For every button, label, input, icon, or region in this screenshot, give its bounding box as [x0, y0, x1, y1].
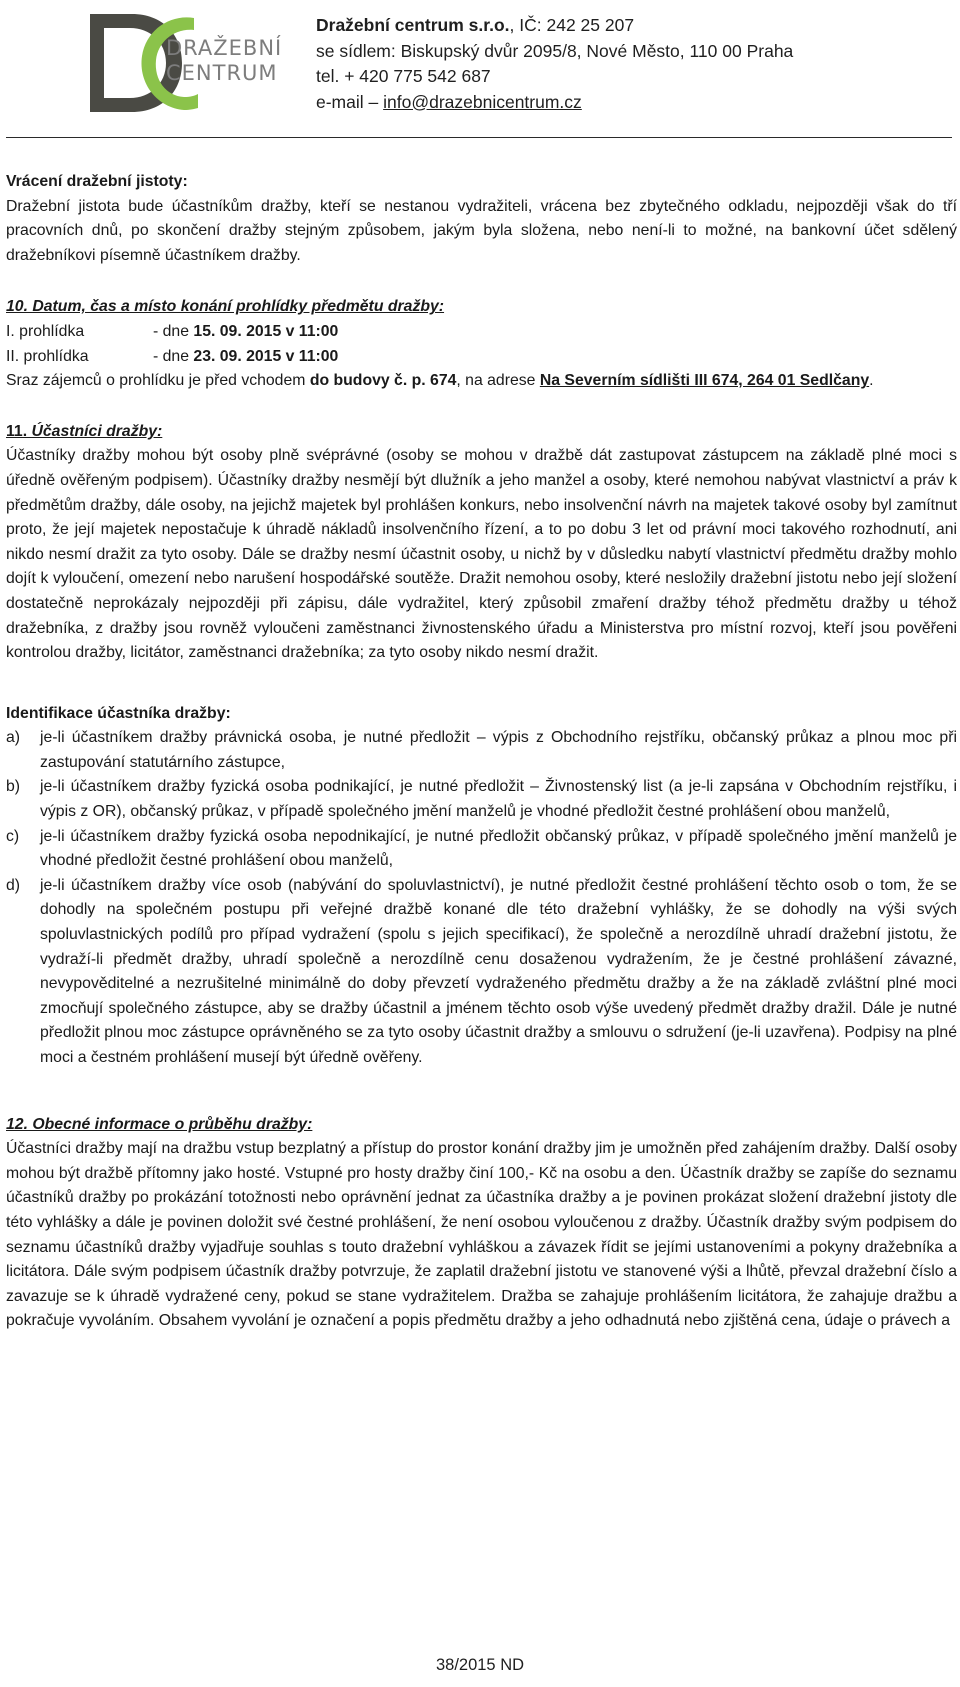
spacer	[6, 394, 957, 420]
refund-heading: Vrácení dražební jistoty:	[6, 173, 188, 190]
spacer	[6, 268, 957, 295]
visit-prefix: - dne	[153, 347, 194, 365]
logo-wordmark	[166, 36, 282, 86]
visit-label: I. prohlídka	[6, 322, 85, 340]
section-12-text: Účastníci dražby mají na dražbu vstup bezplatný a přístup do prostor konání dražby jim je umožněn před zahájením dražby. Další osoby mohou být dražbě přítomny jako hosté. Vstupné pro hosty dražby činí 100,- Kč na osobu a den. Účastník dražby se zapíše do seznamu účastníků dražby po prokázání totožnosti nebo oprávnění jednat za účastníka dražby a je povinen prokázat složení dražební jistoty dle této vyhlášky a dále je povinen doložit své čestné prohlášení, že není osobou vyloučenou z dražby. Účastník dražby svým podpisem do seznamu účastníků dražby vyjadřuje souhlas s touto dražební vyhláškou a závazek řídit se jejími ustanoveními a pokyny dražebníka a licitátora. Dále svým podpisem účastník dražby potvrzuje, že zaplatil dražební jistotu ve stanovené výši a lhůtě, převzal dražební číslo a zavazuje se k úhradě vydražené ceny, pokud se stane vydražitelem. Dražba se zahajuje prohlášením licitátora, že zahajuje dražbu a pokračuje vyvoláním. Obsahem vyvolání je označení a popis předmětu dražby a jeho odhadnutá nebo zjištěná cena, údaje o právech a	[6, 1140, 957, 1330]
spacer	[6, 1071, 957, 1113]
list-item	[6, 775, 957, 824]
section-11-text: Účastníky dražby mohou být osoby plně svéprávné (osoby se mohou v dražbě dát zastupovat zástupcem na základě plné moci s úředně ověřeným podpisem). Účastníky dražby nesmějí být dlužník a jeho manžel a osoby, které nemohou nabývat vlastnictví a práv k předmětům dražby, dále osoby, na jejichž majetek byl prohlášen konkurs, nebo insolvenční návrh na majetek takové osoby byl zamítnut proto, že její majetek nepostačuje k úhradě nákladů insolvenčního řízení, a to po dobu 3 let od právní moci takového rozhodnutí, ani nikdo nesmí dražit za tyto osoby. Dále se dražby nesmí účastnit osoby, u nichž by v důsledku nabytí vlastnictví předmětu dražby mohlo dojít k vyloučení, omezení nebo narušení hospodářské soutěže. Dražit nemohou osoby, které nesložily dražební jistotu nebo její složení dostatečně neprokázaly nejpozději při zápisu, dále vydražitel, který způsobil zmaření dražby téhož předmětu dražby u téhož dražebníka, z dražby jsou rovněž vyloučeni zaměstnanci živnostenského úřadu a Ministerstva pro místní rozvoj, kteří jsou pověřeni kontrolou dražby, licitátor, zaměstnanci dražebníka; za tyto osoby nikdo nesmí dražit.	[6, 447, 957, 662]
meet-end: .	[869, 372, 874, 390]
identification-heading: Identifikace účastníka dražby:	[6, 704, 231, 722]
logo-line-2: CENTRUM	[166, 61, 278, 85]
company-name: Dražební centrum s.r.o.	[316, 15, 510, 35]
visit-prefix: - dne	[153, 322, 194, 340]
visit-date: 15. 09. 2015 v 11:00	[193, 322, 339, 340]
company-address: se sídlem: Biskupský dvůr 2095/8, Nové Město, 110 00 Praha	[316, 40, 794, 61]
meet-mid: , na adrese	[456, 372, 540, 390]
section-10-heading: 10. Datum, čas a místo konání prohlídky předmětu dražby:	[6, 298, 445, 316]
section-11-heading: Účastníci dražby:	[31, 422, 163, 440]
list-text: je-li účastníkem dražby fyzická osoba nepodnikající, je nutné předložit občanský průkaz, v případě společného jmění manželů je vhodné předložit čestné prohlášení obou manželů,	[40, 827, 957, 870]
logo-line-1: DRAŽEBNÍ	[166, 36, 283, 60]
visit-label: II. prohlídka	[6, 347, 89, 365]
company-ico: , IČ: 242 25 207	[509, 15, 635, 35]
list-item	[6, 726, 957, 775]
visit-row	[6, 345, 957, 370]
section-12-heading: 12. Obecné informace o průběhu dražby:	[6, 1115, 313, 1133]
list-text: je-li účastníkem dražby právnická osoba, je nutné předložit – výpis z Obchodního rejstříku, občanský průkaz a plnou moc při zastupování statutárního zástupce,	[40, 729, 957, 771]
list-text: je-li účastníkem dražby více osob (nabývání do spoluvlastnictví), je nutné předložit čestné prohlášení těchto osob o tom, že se dohodly na společném postupu při veřejné dražbě konané dle této dražební vyhlášky, že se dohodly na výši svých spoluvlastnických podílů pro případ vydražení (spolu s jejich specifikací), že společně a nerozdílně uhradí dražební jistotu, že vydraží-li předmět dražby, uhradí společně a nerozdílně cenu dosaženou vydražením, že je čestné prohlášení závazné, nevypověditelné a nezrušitelné minimálně do doby převzetí vydraženého předmětu dražby a že na základě zvláštní plné moci zmocňují společného zástupce, aby se dražby účastnil a jménem těchto osob výše uvedený předmět dražby dražil. Dále je nutné předložit plnou moc zástupce oprávněného se za tyto osoby účastnit dražby a smlouvu o sdružení (je-li uzavřena). Podpisy na plné moci a čestném prohlášení musejí být úředně ověřeny.	[40, 876, 957, 1066]
identification-list	[6, 726, 957, 1070]
section-11-number: 11.	[6, 422, 32, 440]
spacer	[6, 666, 957, 702]
document-body	[6, 170, 957, 1334]
meet-building: do budovy č. p. 674	[309, 372, 457, 390]
list-marker: d)	[6, 876, 21, 894]
header-divider	[6, 137, 952, 138]
meeting-point	[6, 369, 957, 394]
email-label: e-mail –	[316, 91, 384, 112]
list-item	[6, 825, 957, 874]
page-footer-reference: 38/2015 ND	[435, 1656, 525, 1674]
visit-date: 23. 09. 2015 v 11:00	[193, 347, 339, 365]
refund-text: Dražební jistota bude účastníkům dražby, kteří se nestanou vydražiteli, vrácena bez zbytečného odkladu, nejpozději však do tří pracovních dnů, po skončení dražby stejným způsobem, jakým byla složena, nebo není-li to možné, na bankovní účet sdělený dražebníkovi písemně účastníkem dražby.	[6, 197, 957, 264]
meet-address: Na Severním sídlišti III 674, 264 01 Sedlčany	[539, 372, 870, 390]
meet-prefix: Sraz zájemců o prohlídku je před vchodem	[6, 372, 310, 390]
company-info	[316, 13, 793, 115]
email-link[interactable]: info@drazebnicentrum.cz	[383, 91, 582, 112]
list-marker: a)	[6, 729, 21, 747]
list-marker: b)	[6, 778, 21, 796]
list-text: je-li účastníkem dražby fyzická osoba podnikající, je nutné předložit – Živnostenský list (a je-li zapsána v Obchodním rejstříku, i výpis z OR), občanský průkaz, v případě společného jmění manželů je vhodné předložit čestné prohlášení obou manželů,	[40, 778, 957, 821]
list-marker: c)	[6, 827, 20, 845]
visit-row	[6, 320, 957, 345]
company-phone: tel. + 420 775 542 687	[316, 66, 491, 86]
list-item	[6, 874, 957, 1071]
